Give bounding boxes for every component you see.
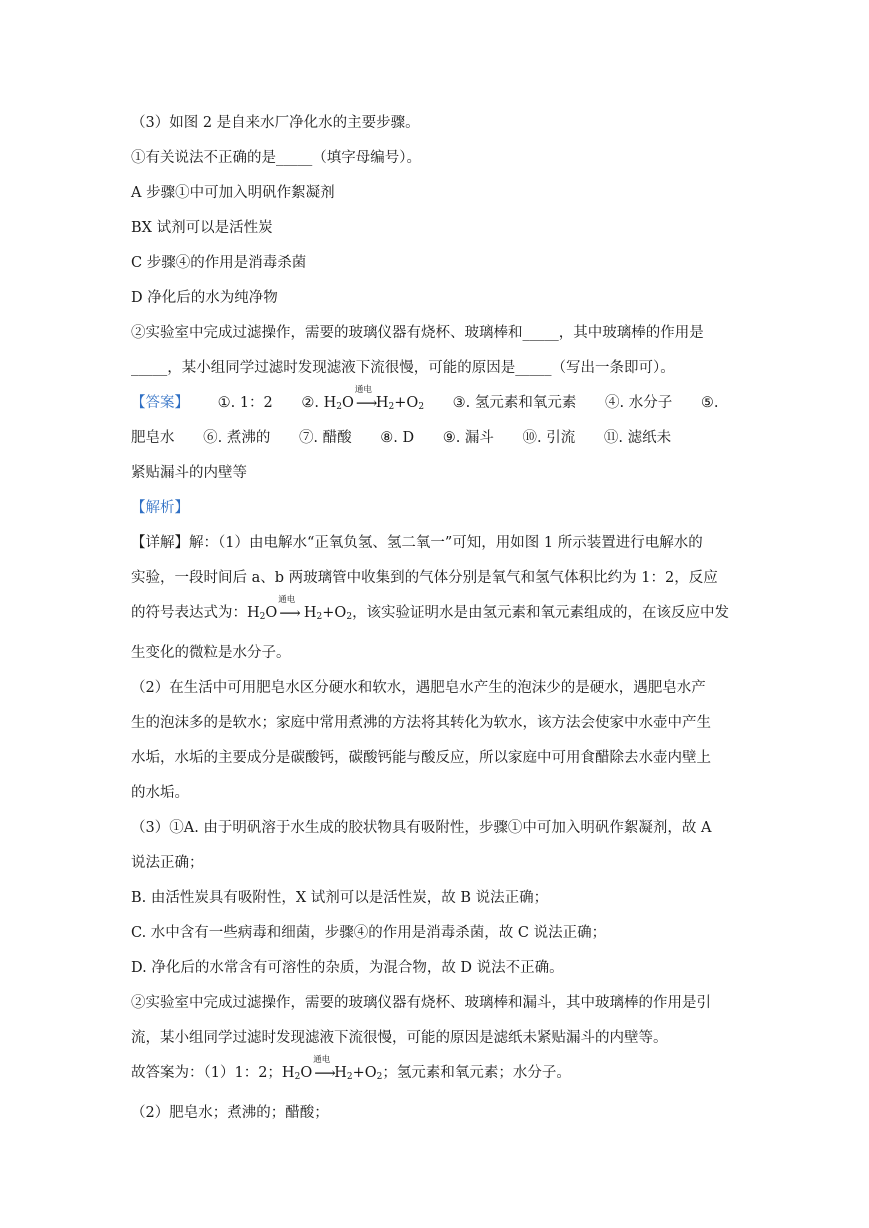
detail-p2-line-1: （2）在生活中可用肥皂水区分硬水和软水，遇肥皂水产生的泡沫少的是硬水，遇肥皂水产 <box>131 680 706 696</box>
detail-p3-line-2: 说法正确； <box>131 855 204 871</box>
answer-5-number: ⑤. <box>700 395 719 411</box>
option-a: A 步骤①中可加入明矾作絮凝剂 <box>131 185 335 201</box>
detail-line-3: 的符号表达式为：$H_2O$ 通电 ⟶ $H_2+O_2$，该实验证明水是由氢元素和氧元素组成的，在该反应中发 <box>131 595 730 622</box>
answer-label: 【答案】 <box>131 395 189 411</box>
option-c: C 步骤④的作用是消毒杀菌 <box>131 255 307 271</box>
detail-p2-line-2: 生的泡沫多的是软水；家庭中常用煮沸的方法将其转化为软水，该方法会使家中水壶中产生 <box>131 715 711 731</box>
detail-p3-line-3: B. 由活性炭具有吸附性，X 试剂可以是活性炭，故 B 说法正确； <box>131 890 549 906</box>
answer-5: 肥皂水 <box>131 430 175 446</box>
answer-6: ⑥. 煮沸的 <box>203 430 271 446</box>
option-b: BX 试剂可以是活性炭 <box>131 220 273 236</box>
detail-p3-line-5: D. 净化后的水常含有可溶性的杂质，为混合物，故 D 说法不正确。 <box>131 960 564 976</box>
answer-1: ①. 1：2 <box>217 395 273 411</box>
answer-line-3: 紧贴漏斗的内壁等 <box>131 465 247 481</box>
detail-p2-line-4: 的水垢。 <box>131 785 189 801</box>
detail-p3-line-4: C. 水中含有一些病毒和细菌，步骤④的作用是消毒杀菌，故 C 说法正确； <box>131 925 607 941</box>
detail-p3-line-1: （3）①A. 由于明矾溶于水生成的胶状物具有吸附性，步骤①中可加入明矾作絮凝剂，故 A <box>131 820 712 836</box>
detail-p2-line-3: 水垢，水垢的主要成分是碳酸钙，碳酸钙能与酸反应，所以家庭中可用食醋除去水壶内壁上 <box>131 750 711 766</box>
detail-line-2: 实验，一段时间后 a、b 两玻璃管中收集到的气体分别是氧气和氢气体积比约为 1：2，反应 <box>131 570 718 586</box>
summary-line-2: （2）肥皂水；煮沸的；醋酸； <box>131 1105 329 1121</box>
detail-line-4: 生变化的微粒是水分子。 <box>131 645 291 661</box>
reaction-arrow: 通电 ⟶ <box>278 595 301 622</box>
question-3-sub2-line2: _____，某小组同学过滤时发现滤液下流很慢，可能的原因是_____（写出一条即可）。 <box>131 360 675 376</box>
answer-10: ⑩. 引流 <box>522 430 576 446</box>
reaction-arrow: 通电 ⟶ <box>313 1055 336 1082</box>
reaction-arrow: 通电 ⟶ <box>354 385 378 412</box>
answer-8: ⑧. D <box>380 430 415 446</box>
answer-2: ②. $H_2O$ 通电 ⟶ $H_2+O_2$ <box>301 385 425 412</box>
answer-line-2 <box>131 428 671 448</box>
question-3-sub2-line1: ②实验室中完成过滤操作，需要的玻璃仪器有烧杯、玻璃棒和_____，其中玻璃棒的作用是 <box>131 325 704 341</box>
question-3-intro: （3）如图 2 是自来水厂净化水的主要步骤。 <box>131 115 420 131</box>
answer-9: ⑨. 漏斗 <box>442 430 494 446</box>
detail-line-1: 【详解】解：（1）由电解水“正氧负氢、氢二氧一”可知，用如图 1 所示装置进行电解水的 <box>131 535 703 551</box>
answer-11: ⑪. 滤纸未 <box>603 430 672 446</box>
answer-line-1 <box>131 385 719 413</box>
analysis-label: 【解析】 <box>131 500 189 516</box>
option-d: D 净化后的水为纯净物 <box>131 290 278 306</box>
answer-7: ⑦. 醋酸 <box>298 430 352 446</box>
question-3-sub1: ①有关说法不正确的是_____（填字母编号）。 <box>131 150 421 166</box>
detail-p3-line-7: 流，某小组同学过滤时发现滤液下流很慢，可能的原因是滤纸未紧贴漏斗的内壁等。 <box>131 1030 668 1046</box>
summary-line-1: 故答案为：（1）1：2；$H_2O$ 通电 ⟶ $H_2+O_2$；氢元素和氧元素；水分子。 <box>131 1055 571 1082</box>
answer-3: ③. 氢元素和氧元素 <box>452 395 577 411</box>
answer-4: ④. 水分子 <box>605 395 673 411</box>
detail-p3-line-6: ②实验室中完成过滤操作，需要的玻璃仪器有烧杯、玻璃棒和漏斗，其中玻璃棒的作用是引 <box>131 995 711 1011</box>
